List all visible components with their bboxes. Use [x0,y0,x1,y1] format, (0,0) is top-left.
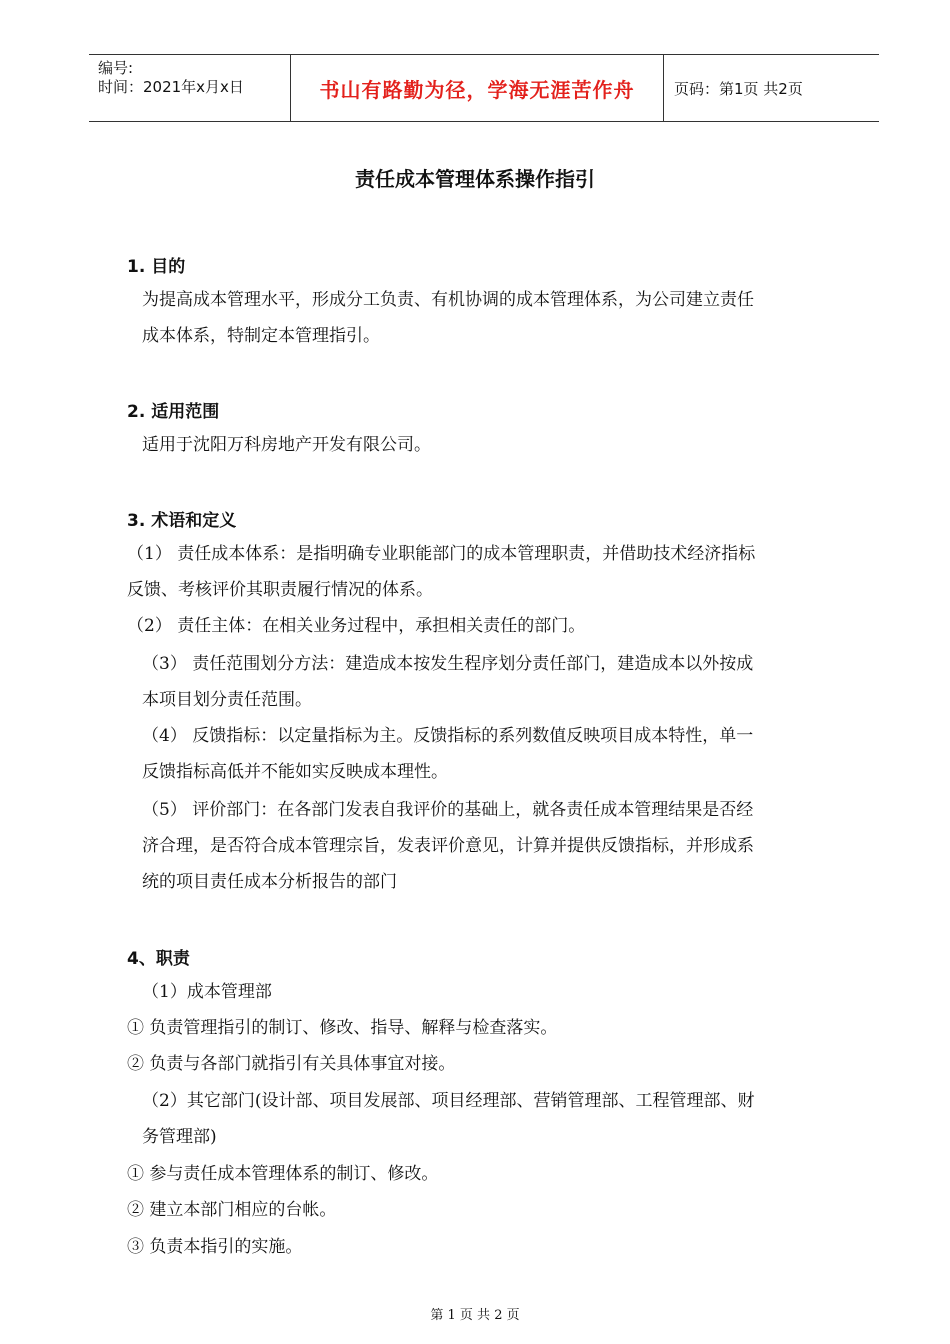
header-meta [89,55,291,121]
term-1-line-1: （1） 责任成本体系：是指明确专业职能部门的成本管理职责，并借助技术经济指标 [127,544,756,564]
duty-sub-2-item-2: ② 建立本部门相应的台帐。 [127,1200,337,1220]
term-4-line-1: （4） 反馈指标：以定量指标为主。反馈指标的系列数值反映项目成本特性，单一 [142,726,754,746]
page-info-text: 页码：第1页 共2页 [674,79,803,98]
term-2-line-1: （2） 责任主体：在相关业务过程中，承担相关责任的部门。 [127,616,586,636]
term-3-line-1: （3） 责任范围划分方法：建造成本按发生程序划分责任部门，建造成本以外按成 [142,654,754,674]
term-5-line-1: （5） 评价部门：在各部门发表自我评价的基础上，就各责任成本管理结果是否经 [142,800,754,820]
section-heading-purpose: 1. 目的 [127,257,186,277]
header-page-info [664,55,879,121]
term-4-line-2: 反馈指标高低并不能如实反映成本理性。 [142,762,448,782]
document-title: 责任成本管理体系操作指引 [355,167,595,191]
document-time: 时间：2021年x月x日 [98,78,244,96]
page-footer: 第 1 页 共 2 页 [430,1308,520,1323]
section-purpose-line-2: 成本体系，特制定本管理指引。 [142,326,380,346]
section-heading-terms: 3. 术语和定义 [127,511,237,531]
duty-sub-1-item-2: ② 负责与各部门就指引有关具体事宜对接。 [127,1054,456,1074]
duty-sub-2-item-3: ③ 负责本指引的实施。 [127,1237,303,1257]
term-3-line-2: 本项目划分责任范围。 [142,690,312,710]
term-5-line-3: 统的项目责任成本分析报告的部门 [142,872,397,892]
header-motto-cell [291,55,664,121]
document-number-label: 编号: [98,59,134,77]
section-heading-duties: 4、职责 [127,949,190,969]
term-5-line-2: 济合理，是否符合成本管理宗旨，发表评价意见，计算并提供反馈指标，并形成系 [142,836,754,856]
duty-sub-2-item-1: ① 参与责任成本管理体系的制订、修改。 [127,1164,439,1184]
section-heading-scope: 2. 适用范围 [127,402,220,422]
term-1-line-2: 反馈、考核评价其职责履行情况的体系。 [127,580,433,600]
duty-sub-2-line-1: （2）其它部门(设计部、项目发展部、项目经理部、营销管理部、工程管理部、财 [142,1091,755,1111]
section-scope-line-1: 适用于沈阳万科房地产开发有限公司。 [142,435,431,455]
header-motto: 书山有路勤为径，学海无涯苦作舟 [319,77,635,102]
duty-sub-1-item-1: ① 负责管理指引的制订、修改、指导、解释与检查落实。 [127,1018,558,1038]
duty-sub-2-line-2: 务管理部) [142,1127,217,1147]
page-header [89,54,879,122]
duty-sub-1: （1）成本管理部 [142,982,272,1002]
section-purpose-line-1: 为提高成本管理水平，形成分工负责、有机协调的成本管理体系，为公司建立责任 [142,290,754,310]
